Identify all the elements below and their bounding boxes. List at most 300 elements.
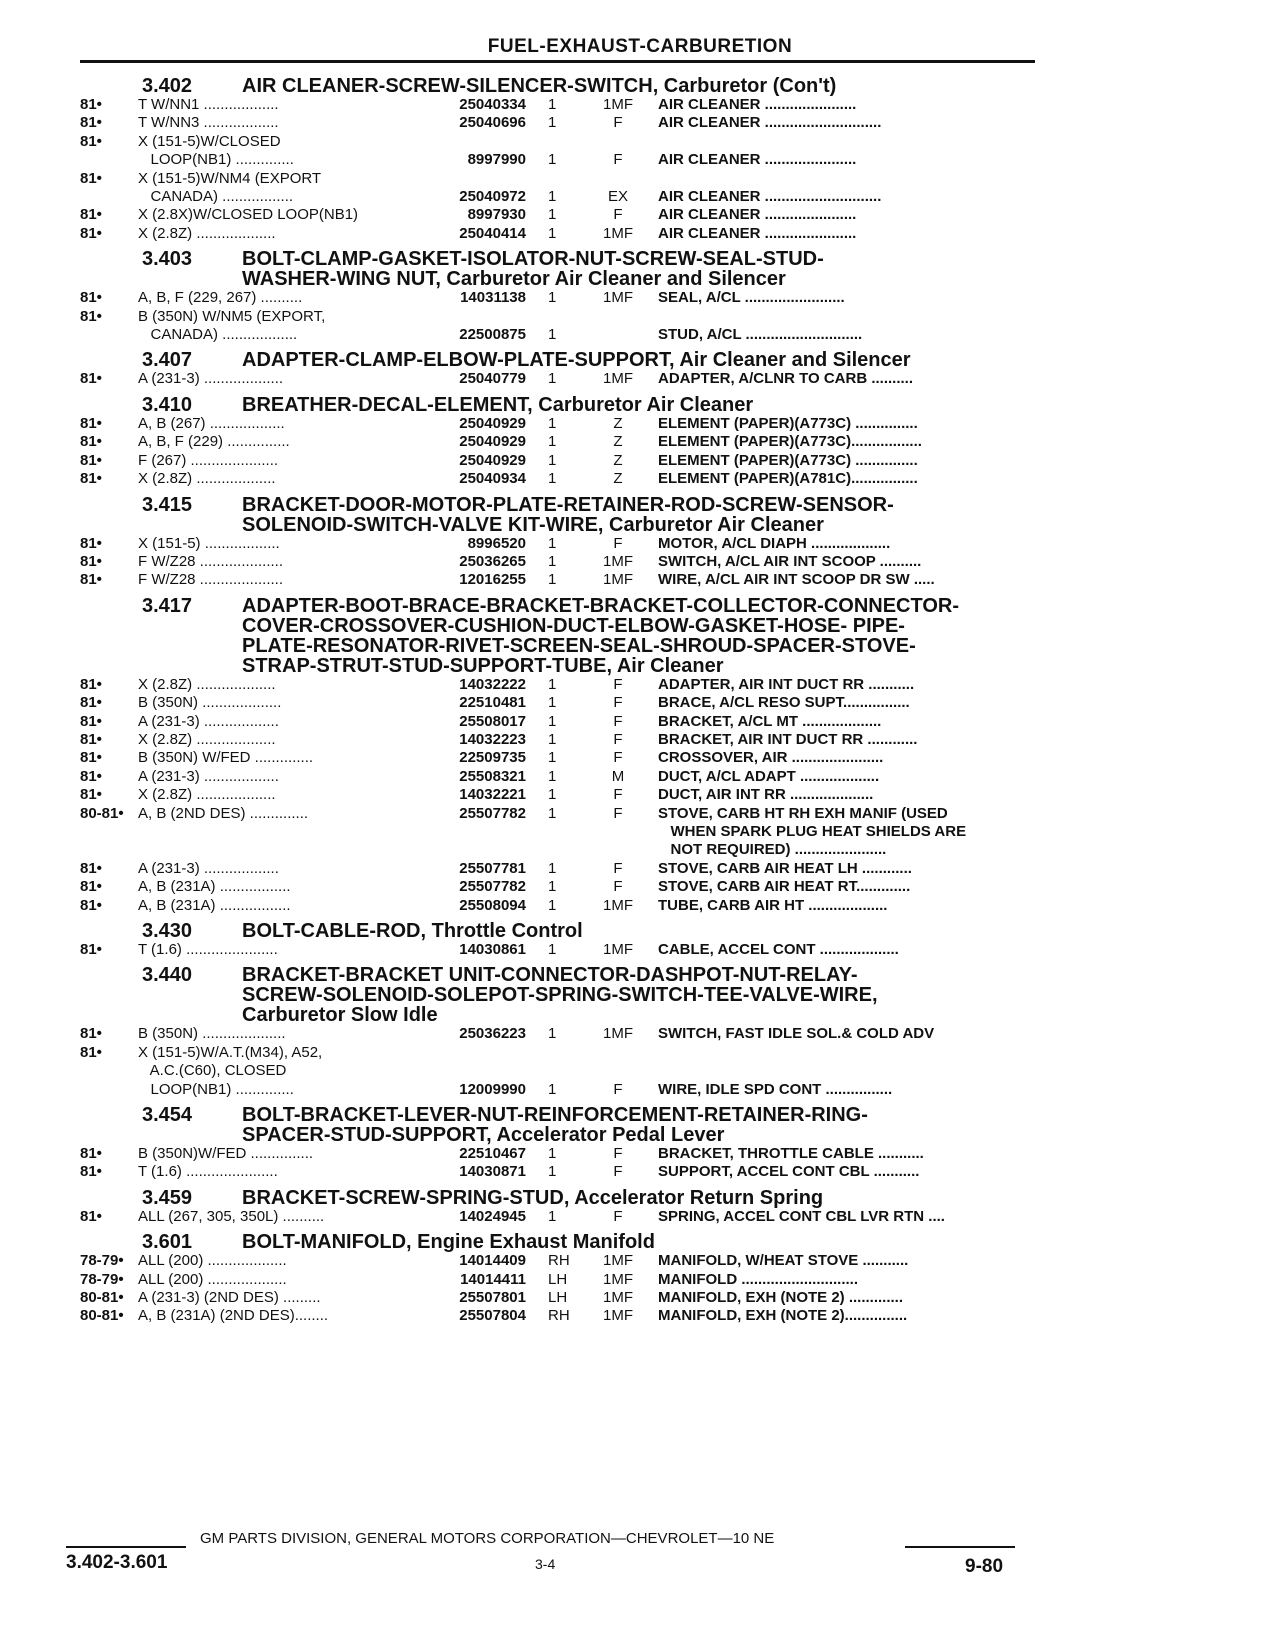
part-number [408, 170, 526, 188]
quantity: 1 [548, 326, 557, 344]
part-row [80, 768, 1035, 786]
section-title-line: SOLENOID-SWITCH-VALVE KIT-WIRE, Carburetor Air Cleaner [242, 513, 824, 536]
source-code: 1MF [603, 941, 633, 958]
part-row [80, 749, 1035, 767]
part-row [80, 170, 1035, 188]
model-year: 81• [80, 370, 102, 388]
source-code: F [613, 1145, 623, 1163]
model-application: A (231-3) .................. [138, 712, 279, 730]
model-year: 81• [80, 552, 102, 570]
part-row [80, 1163, 1035, 1181]
source-code: 1MF [603, 552, 633, 570]
part-number: 8997990 [467, 151, 526, 169]
source-code: F [613, 730, 623, 748]
part-number: 14032222 [459, 675, 526, 693]
page-title: FUEL-EXHAUST-CARBURETION [487, 36, 793, 57]
model-application: CANADA) ................. [138, 188, 294, 206]
quantity: 1 [548, 694, 557, 712]
source-code: F [613, 1163, 623, 1181]
section-title [242, 596, 1035, 676]
section-title-line: SPACER-STUD-SUPPORT, Accelerator Pedal Lever [242, 1124, 725, 1147]
section [80, 965, 1035, 1099]
part-number: 25036265 [459, 552, 526, 570]
quantity: RH [548, 1252, 570, 1270]
model-year: 81• [80, 169, 102, 187]
part-number [408, 308, 526, 326]
quantity: 1 [548, 96, 557, 113]
model-application: A, B (231A) ................. [138, 896, 291, 914]
part-description: MANIFOLD ............................ [658, 1270, 859, 1288]
model-application: A, B (231A) (2ND DES)........ [138, 1307, 329, 1325]
part-description [646, 1062, 1035, 1080]
section-heading [80, 1232, 1035, 1252]
part-description: SPRING, ACCEL CONT CBL LVR RTN .... [658, 1207, 945, 1225]
part-row [80, 1062, 1035, 1080]
part-row [80, 897, 1035, 915]
model-application: A, B, F (229) ............... [138, 433, 290, 451]
part-row [80, 823, 1035, 841]
part-row [80, 571, 1035, 589]
section-title [242, 76, 1035, 96]
model-year: 81• [80, 1163, 102, 1181]
part-description [646, 308, 1035, 326]
section-heading [80, 1105, 1035, 1145]
section [80, 249, 1035, 344]
section [80, 1188, 1035, 1226]
part-number: 25040414 [459, 224, 526, 242]
model-application: LOOP(NB1) .............. [138, 151, 294, 169]
section-title-line: WASHER-WING NUT, Carburetor Air Cleaner and Silencer [242, 268, 786, 291]
section-title-line: ADAPTER-BOOT-BRACE-BRACKET-BRACKET-COLLECTOR-CONNECTOR- [242, 594, 960, 617]
part-number: 25040929 [459, 414, 526, 432]
quantity: 1 [548, 414, 557, 432]
part-description: ADAPTER, AIR INT DUCT RR ........... [658, 675, 915, 693]
part-description: AIR CLEANER ............................ [658, 188, 882, 206]
part-number: 14014411 [460, 1270, 526, 1288]
model-application [138, 823, 408, 841]
part-description: STUD, A/CL ............................ [658, 326, 863, 344]
model-application: X (151-5)W/NM4 (EXPORT [138, 169, 322, 187]
section-title [242, 395, 1035, 415]
section-title-line: ADAPTER-CLAMP-ELBOW-PLATE-SUPPORT, Air Cleaner and Silencer [242, 349, 911, 372]
model-application: B (350N)W/FED ............... [138, 1145, 314, 1163]
section-title-line: AIR CLEANER-SCREW-SILENCER-SWITCH, Carburetor (Con't) [242, 75, 837, 97]
part-row [80, 941, 1035, 959]
part-row [80, 860, 1035, 878]
quantity: 1 [548, 571, 557, 589]
section-title-line: SCREW-SOLENOID-SOLEPOT-SPRING-SWITCH-TEE-VALVE-WIRE, [242, 984, 878, 1007]
source-code: 1MF [603, 1307, 633, 1325]
model-year: 81• [80, 694, 102, 712]
source-code: Z [613, 451, 623, 469]
model-year: 81• [80, 786, 102, 804]
section-heading [80, 76, 1035, 96]
part-number: 14030861 [459, 941, 526, 958]
part-row [80, 151, 1035, 169]
model-application: B (350N) W/FED .............. [138, 749, 314, 767]
quantity: 1 [548, 188, 557, 206]
part-description: ELEMENT (PAPER)(A773C)................. [658, 433, 922, 451]
footer-division: GM PARTS DIVISION, GENERAL MOTORS CORPORATION—CHEVROLET—10 NE [200, 1530, 775, 1547]
quantity: 1 [548, 224, 557, 242]
quantity [526, 1044, 590, 1062]
model-application: A.C.(C60), CLOSED [138, 1062, 287, 1080]
quantity: 1 [548, 1163, 557, 1181]
model-application: B (350N) W/NM5 (EXPORT, [138, 307, 326, 325]
quantity: 1 [548, 1025, 557, 1043]
section-heading [80, 249, 1035, 289]
section-heading [80, 596, 1035, 676]
quantity: 1 [548, 534, 557, 552]
model-application: LOOP(NB1) .............. [138, 1080, 294, 1098]
quantity: 1 [548, 289, 557, 307]
model-year: 81• [80, 433, 102, 451]
model-year: 81• [80, 571, 102, 589]
model-year [80, 823, 138, 841]
source-code [590, 1044, 646, 1062]
source-code: 1MF [603, 1025, 633, 1043]
source-code: 1MF [603, 1270, 633, 1288]
model-year: 81• [80, 675, 102, 693]
part-row [80, 415, 1035, 433]
part-description: WHEN SPARK PLUG HEAT SHIELDS ARE [658, 822, 967, 840]
part-number: 14024945 [459, 1207, 526, 1225]
quantity: 1 [548, 859, 557, 877]
part-number: 25507782 [459, 804, 526, 822]
model-application: X (2.8Z) ................... [138, 786, 276, 804]
section-title-line: STRAP-STRUT-STUD-SUPPORT-TUBE, Air Cleaner [242, 654, 724, 677]
section-title-line: BOLT-MANIFOLD, Engine Exhaust Manifold [242, 1231, 655, 1254]
source-code: 1MF [603, 96, 633, 113]
section [80, 1232, 1035, 1326]
part-description: STOVE, CARB AIR HEAT LH ............ [658, 859, 912, 877]
quantity: LH [548, 1289, 568, 1307]
part-description: BRACKET, THROTTLE CABLE ........... [658, 1145, 924, 1163]
part-row [80, 114, 1035, 132]
model-application: F W/Z28 .................... [138, 552, 284, 570]
model-year: 81• [80, 470, 102, 488]
part-description: MOTOR, A/CL DIAPH ................... [658, 534, 891, 552]
model-application: ALL (200) ................... [138, 1252, 287, 1270]
part-description [646, 133, 1035, 151]
section-title [242, 249, 1035, 289]
quantity: 1 [548, 675, 557, 693]
section-number: 3.410 [142, 393, 193, 416]
part-row [80, 289, 1035, 307]
footer-date: 9-80 [965, 1556, 1004, 1577]
section-number: 3.415 [142, 493, 193, 516]
section-heading [80, 921, 1035, 941]
source-code: Z [613, 433, 623, 451]
part-description: AIR CLEANER ...................... [658, 96, 857, 113]
quantity: 1 [548, 730, 557, 748]
model-application: F (267) ..................... [138, 451, 279, 469]
model-year: 81• [80, 114, 102, 132]
part-row [80, 1252, 1035, 1270]
part-number [408, 1062, 526, 1080]
section [80, 495, 1035, 590]
section-number: 3.454 [142, 1104, 193, 1127]
section [80, 596, 1035, 915]
part-number: 14032221 [459, 786, 526, 804]
model-application: A (231-3) .................. [138, 859, 279, 877]
model-year: 81• [80, 289, 102, 307]
part-number: 25507804 [459, 1307, 526, 1325]
source-code: EX [607, 188, 628, 206]
part-description: TUBE, CARB AIR HT ................... [658, 896, 888, 914]
source-code: F [613, 1207, 623, 1225]
part-description: SWITCH, A/CL AIR INT SCOOP .......... [658, 552, 922, 570]
model-year: 80-81• [80, 1289, 124, 1307]
part-number: 25040929 [459, 433, 526, 451]
section-number: 3.601 [142, 1231, 193, 1254]
part-row [80, 1044, 1035, 1062]
part-number: 8997930 [467, 206, 526, 224]
section-title-line: BRACKET-BRACKET UNIT-CONNECTOR-DASHPOT-NUT-RELAY- [242, 964, 858, 987]
section-number: 3.459 [142, 1186, 193, 1209]
quantity: LH [548, 1270, 568, 1288]
quantity: 1 [548, 804, 557, 822]
part-row [80, 133, 1035, 151]
part-number: 25040696 [459, 114, 526, 132]
source-code [590, 170, 646, 188]
part-number [408, 133, 526, 151]
part-description: AIR CLEANER ............................ [658, 114, 882, 132]
footer-rule-left [66, 1546, 186, 1548]
model-year: 81• [80, 859, 102, 877]
part-row [80, 370, 1035, 388]
source-code: F [613, 534, 623, 552]
model-application: ALL (267, 305, 350L) .......... [138, 1207, 325, 1225]
part-description: ELEMENT (PAPER)(A773C) ............... [658, 414, 918, 432]
model-application: A, B (2ND DES) .............. [138, 804, 309, 822]
quantity: 1 [548, 114, 557, 132]
part-row [80, 96, 1035, 114]
model-application: X (2.8Z) ................... [138, 675, 276, 693]
model-application: B (350N) ................... [138, 694, 282, 712]
part-number: 25507781 [459, 859, 526, 877]
part-description: CROSSOVER, AIR ...................... [658, 749, 884, 767]
section-title-line: BOLT-CLAMP-GASKET-ISOLATOR-NUT-SCREW-SEAL-STUD- [242, 248, 824, 271]
part-row [80, 676, 1035, 694]
source-code: F [613, 712, 623, 730]
quantity: 1 [548, 896, 557, 914]
part-description: MANIFOLD, EXH (NOTE 2)............... [658, 1307, 908, 1325]
model-application: T W/NN1 .................. [138, 96, 279, 113]
model-year: 80-81• [80, 1307, 124, 1325]
section-heading [80, 965, 1035, 1025]
quantity [526, 308, 590, 326]
quantity [526, 1062, 590, 1080]
section-number: 3.440 [142, 964, 193, 987]
model-year [80, 1062, 138, 1080]
source-code [590, 841, 646, 859]
part-number: 22510481 [459, 694, 526, 712]
part-description: AIR CLEANER ...................... [658, 206, 857, 224]
section-number: 3.402 [142, 75, 193, 97]
part-description: AIR CLEANER ...................... [658, 224, 857, 242]
model-year: 81• [80, 414, 102, 432]
model-application: T (1.6) ...................... [138, 1163, 278, 1181]
model-application: A, B (231A) ................. [138, 878, 291, 896]
part-row [80, 841, 1035, 859]
source-code: F [613, 114, 623, 132]
source-code: F [613, 859, 623, 877]
model-year [80, 151, 138, 169]
part-number: 8996520 [467, 534, 526, 552]
part-number: 14030871 [459, 1163, 526, 1181]
source-code: F [613, 749, 623, 767]
footer-rule-right [905, 1546, 1015, 1548]
model-year [80, 188, 138, 206]
section-title [242, 965, 1035, 1025]
source-code: M [611, 767, 625, 785]
part-number: 25507801 [459, 1289, 526, 1307]
part-number: 22500875 [459, 326, 526, 344]
part-number: 25036223 [459, 1025, 526, 1043]
section [80, 921, 1035, 959]
part-description: DUCT, AIR INT RR .................... [658, 786, 874, 804]
quantity: 1 [548, 552, 557, 570]
quantity: 1 [548, 1145, 557, 1163]
section-title-line: BREATHER-DECAL-ELEMENT, Carburetor Air Cleaner [242, 393, 754, 416]
part-description: BRACKET, A/CL MT ................... [658, 712, 882, 730]
model-application: X (151-5) .................. [138, 534, 280, 552]
model-application: CANADA) .................. [138, 326, 298, 344]
source-code: 1MF [603, 370, 633, 388]
part-number [408, 823, 526, 841]
source-code: F [613, 786, 623, 804]
model-year: 81• [80, 96, 102, 113]
section-number: 3.430 [142, 920, 193, 942]
source-code: 1MF [603, 1289, 633, 1307]
model-year: 81• [80, 730, 102, 748]
part-row [80, 786, 1035, 804]
source-code: Z [613, 414, 623, 432]
model-year: 80-81• [80, 804, 124, 822]
source-code: F [613, 1080, 623, 1098]
part-number: 12009990 [459, 1080, 526, 1098]
model-application: X (151-5)W/A.T.(M34), A52, [138, 1043, 323, 1061]
quantity: 1 [548, 941, 557, 958]
model-year: 81• [80, 749, 102, 767]
quantity: 1 [548, 1080, 557, 1098]
section-heading [80, 395, 1035, 415]
section-heading [80, 350, 1035, 370]
source-code: 1MF [603, 224, 633, 242]
part-row [80, 1081, 1035, 1099]
part-number: 14014409 [459, 1252, 526, 1270]
model-year: 81• [80, 307, 102, 325]
part-description: DUCT, A/CL ADAPT ................... [658, 767, 880, 785]
model-year [80, 841, 138, 859]
section-title-line: BOLT-BRACKET-LEVER-NUT-REINFORCEMENT-RETAINER-RING- [242, 1104, 868, 1127]
part-row [80, 553, 1035, 571]
part-number: 25508017 [459, 712, 526, 730]
part-description: STOVE, CARB AIR HEAT RT............. [658, 878, 911, 896]
model-year: 81• [80, 1043, 102, 1061]
model-year: 81• [80, 206, 102, 224]
part-number: 14031138 [460, 289, 526, 307]
part-row [80, 225, 1035, 243]
quantity: 1 [548, 451, 557, 469]
source-code: F [613, 151, 623, 169]
quantity: 1 [548, 767, 557, 785]
model-year: 81• [80, 1025, 102, 1043]
part-description: WIRE, A/CL AIR INT SCOOP DR SW ..... [658, 571, 935, 589]
quantity: 1 [548, 151, 557, 169]
model-year: 81• [80, 1145, 102, 1163]
part-number: 25508094 [459, 896, 526, 914]
part-description: NOT REQUIRED) ...................... [658, 841, 887, 859]
part-number: 25040334 [459, 96, 526, 113]
part-row [80, 731, 1035, 749]
part-number: 25040934 [459, 470, 526, 488]
section-title [242, 921, 1035, 941]
model-year: 81• [80, 767, 102, 785]
section-number: 3.417 [142, 594, 193, 617]
model-application: X (2.8Z) ................... [138, 224, 276, 242]
quantity: 1 [548, 206, 557, 224]
model-year: 81• [80, 224, 102, 242]
part-row [80, 805, 1035, 823]
header-rule [80, 60, 1035, 63]
model-application: X (2.8Z) ................... [138, 730, 276, 748]
source-code: 1MF [603, 289, 633, 307]
part-row [80, 1271, 1035, 1289]
source-code [590, 133, 646, 151]
part-number: 14032223 [459, 730, 526, 748]
section-title [242, 350, 1035, 370]
source-code [590, 823, 646, 841]
quantity: 1 [548, 878, 557, 896]
model-year: 81• [80, 712, 102, 730]
model-application: A, B (267) .................. [138, 414, 285, 432]
part-description: CABLE, ACCEL CONT ................... [658, 941, 899, 958]
section [80, 1105, 1035, 1182]
part-description: MANIFOLD, W/HEAT STOVE ........... [658, 1252, 909, 1270]
source-code [590, 326, 646, 344]
section-title [242, 495, 1035, 535]
part-number: 12016255 [459, 571, 526, 589]
section-title-line: BOLT-CABLE-ROD, Throttle Control [242, 920, 583, 942]
part-number: 25040929 [459, 451, 526, 469]
model-application: F W/Z28 .................... [138, 571, 284, 589]
part-description: SEAL, A/CL ........................ [658, 289, 845, 307]
source-code: F [613, 878, 623, 896]
part-row [80, 188, 1035, 206]
part-number: 25507782 [459, 878, 526, 896]
part-row [80, 878, 1035, 896]
model-year: 81• [80, 1207, 102, 1225]
part-row [80, 206, 1035, 224]
part-number: 22509735 [459, 749, 526, 767]
section-number: 3.403 [142, 248, 193, 271]
model-year [80, 1081, 138, 1099]
section-heading [80, 495, 1035, 535]
section-title [242, 1232, 1035, 1252]
quantity: 1 [548, 370, 557, 388]
model-application: X (151-5)W/CLOSED [138, 132, 281, 150]
source-code: F [613, 694, 623, 712]
model-year: 78-79• [80, 1270, 124, 1288]
model-application: T W/NN3 .................. [138, 114, 279, 132]
model-year: 81• [80, 132, 102, 150]
part-description: ELEMENT (PAPER)(A781C)................ [658, 470, 918, 488]
part-row [80, 1289, 1035, 1307]
model-application: X (2.8Z) ................... [138, 470, 276, 488]
part-description: WIRE, IDLE SPD CONT ................ [658, 1080, 893, 1098]
